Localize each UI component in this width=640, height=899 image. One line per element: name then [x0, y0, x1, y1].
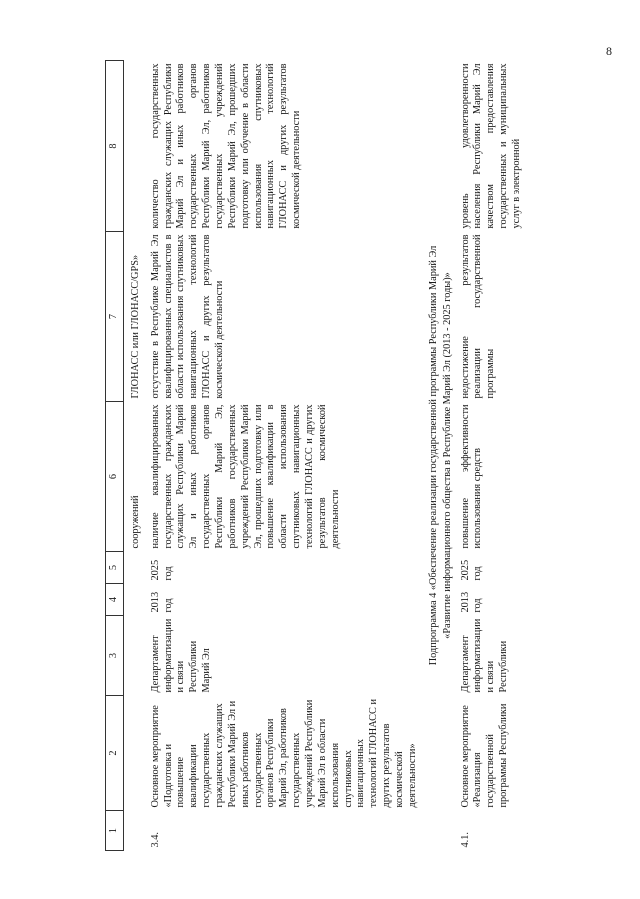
cell-executor: Департамент информатизации и связи Республики — [459, 618, 510, 693]
header-col-7: 7 — [106, 232, 124, 402]
cell-executor: Департамент информатизации и связи Республики Марий Эл — [149, 618, 213, 693]
cell-start-year: 2013 год — [149, 591, 174, 613]
header-col-4: 4 — [106, 584, 124, 616]
subprogram-header-row — [421, 61, 459, 851]
cell-activity-name: Основное мероприятие «Реализация государственной программы Республики — [459, 703, 510, 808]
cell-start-year: 2013 год — [459, 591, 484, 613]
page-number: 8 — [606, 44, 612, 58]
cell-end-year: 2025 год — [459, 559, 484, 581]
cell-end-year: 2025 год — [149, 559, 174, 581]
header-col-3: 3 — [106, 616, 124, 696]
cell-activity-name: Основное мероприятие «Подготовка и повышение квалификации государственных гражданских служащих Республики Марий Эл и иных работников государственных органов Республики Марий Эл, работников государственных учреждений Республики Марий Эл в области использования спутниковых навигационных технологий ГЛОНАСС и других результатов космической деятельности» — [149, 699, 418, 808]
table-row-4-1 — [459, 61, 525, 851]
cell-indicator: уровень удовлетворенности населения Республики Марий Эл качеством предоставления государственных и муниципальных услуг в электронной — [459, 63, 522, 229]
table-row-continued — [123, 61, 143, 851]
subprogram-title-line-1: Подпрограмма 4 «Обеспечение реализации государственной программы Республики Марий Эл — [427, 245, 439, 666]
cell-indicator: количество государственных гражданских служащих Республики Марий Эл и иных работников государственных органов Республики Марий Эл, работников государственных учреждений Республики Марий Эл, прошедших подготовку или обучение в области использования спутниковых навигационных технологий ГЛОНАСС и других результатов космической деятельности — [149, 63, 303, 229]
subprogram-title-line-2: «Развитие информационного общества в Республике Марий Эл (2013 - 2025 годы)» — [441, 272, 453, 639]
header-row — [106, 61, 124, 851]
cell-consequence: недостижение результатов реализации государственной программы — [459, 234, 497, 399]
program-table — [105, 60, 525, 851]
cell-number: 4.1. — [459, 832, 471, 848]
cell-number: 3.4. — [149, 832, 161, 848]
cell-prev-consequence: ГЛОНАСС или ГЛОНАСС/GPS» — [129, 254, 141, 399]
table-row-3-4 — [144, 61, 421, 851]
header-col-8: 8 — [106, 61, 124, 232]
header-col-1: 1 — [106, 811, 124, 851]
cell-expected-result: наличие квалифицированных государственных гражданских служащих Республики Марий Эл и иных работников государственных органов Республики Марий Эл, работников государственных учреждений Республики Марий Эл, прошедших подготовку или повышение квалификации в области использования спутниковых навигационных технологий ГЛОНАСС и других результатов космической деятельности — [149, 404, 341, 549]
cell-prev-result: сооружений — [129, 495, 141, 549]
header-col-6: 6 — [106, 402, 124, 552]
cell-consequence: отсутствие в Республике Марий Эл квалифицированных специалистов в области использования спутниковых навигационных технологий ГЛОНАСС и других результатов космической деятельности — [149, 234, 226, 399]
program-table-wrapper — [105, 61, 525, 851]
header-col-2: 2 — [106, 696, 124, 811]
subprogram-title — [421, 61, 459, 851]
cell-expected-result: повышение эффективности использования средств — [459, 404, 484, 549]
header-col-5: 5 — [106, 552, 124, 584]
